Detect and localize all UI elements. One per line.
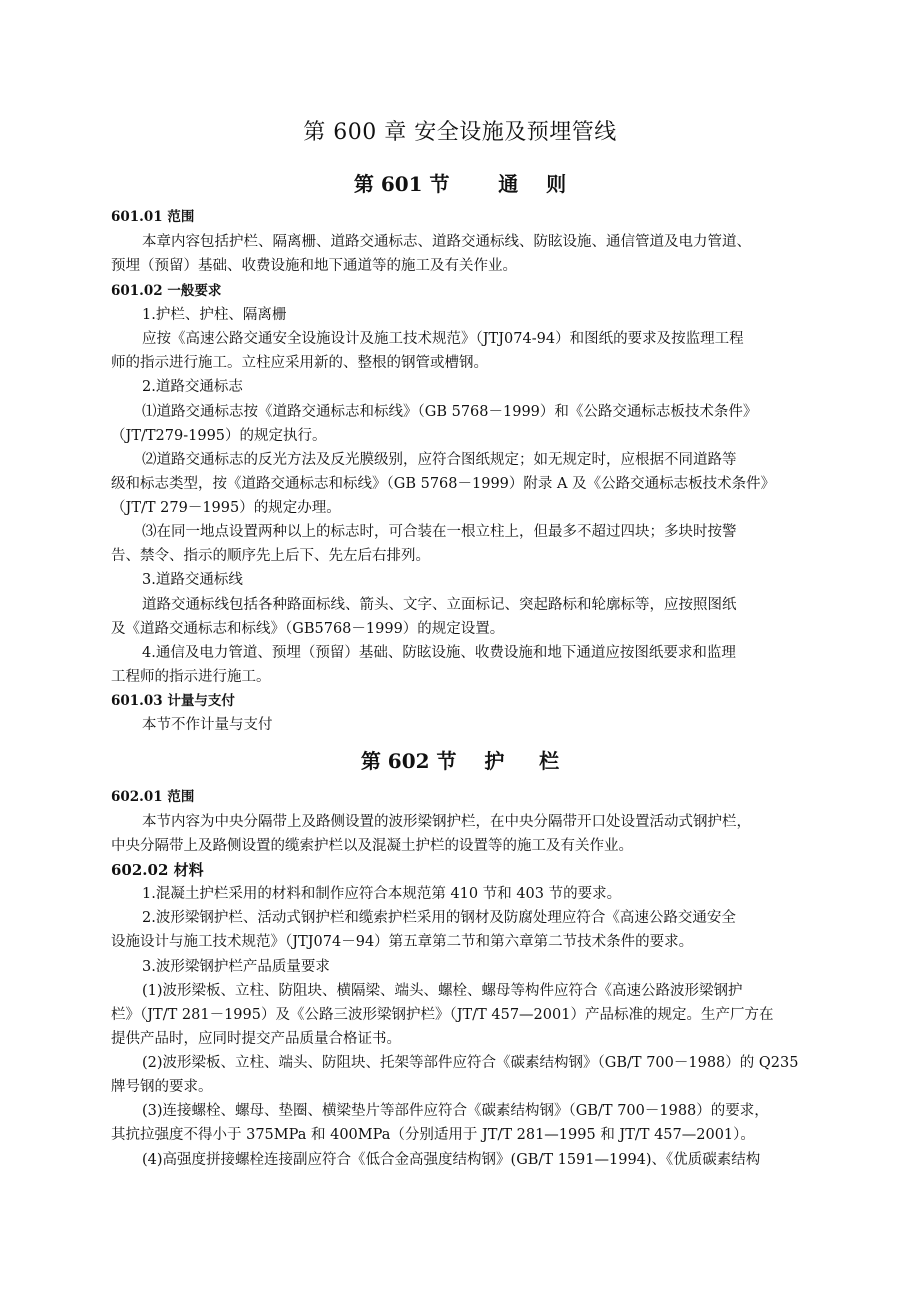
paragraph-line: 设施设计与施工技术规范》（JTJ074－94）第五章第二节和第六章第二节技术条件的要求。 xyxy=(111,934,694,950)
paragraph-line: 栏》（JT/T 281－1995）及《公路三波形梁钢护栏》（JT/T 457—2001）产品标准的规定。生产厂方在 xyxy=(111,1007,774,1023)
paragraph-line: 1.混凝土护栏采用的材料和制作应符合本规范第 410 节和 403 节的要求。 xyxy=(142,886,622,902)
chapter-title: 第 600 章 安全设施及预埋管线 xyxy=(303,120,617,145)
paragraph-line: 工程师的指示进行施工。 xyxy=(111,669,271,685)
section-601-title: 第 601 节 通 则 xyxy=(353,172,567,196)
paragraph-line: 本节不作计量与支付 xyxy=(142,717,273,733)
paragraph-line: ⑶在同一地点设置两种以上的标志时，可合装在一根立柱上，但最多不超过四块；多块时按警 xyxy=(142,524,737,540)
item-2-title: 2.道路交通标志 xyxy=(142,379,243,395)
paragraph-line: (1)波形梁板、立柱、防阻块、横隔梁、端头、螺栓、螺母等构件应符合《高速公路波形梁钢护 xyxy=(142,983,743,999)
paragraph-line: 牌号钢的要求。 xyxy=(111,1079,213,1095)
item-3-title: 3.波形梁钢护栏产品质量要求 xyxy=(142,959,330,975)
paragraph-line: (4)高强度拼接螺栓连接副应符合《低合金高强度结构钢》(GB/T 1591—1994)、《优质碳素结构 xyxy=(142,1152,761,1168)
paragraph-line: 提供产品时，应同时提交产品质量合格证书。 xyxy=(111,1031,401,1047)
paragraph-line: 级和标志类型，按《道路交通标志和标线》（GB 5768－1999）附录 A 及《公路交通标志板技术条件》 xyxy=(111,476,776,492)
item-1-title: 1.护栏、护柱、隔离栅 xyxy=(142,307,287,323)
paragraph-line: (2)波形梁板、立柱、端头、防阻块、托架等部件应符合《碳素结构钢》（GB/T 700－1988）的 Q235 xyxy=(142,1055,799,1071)
paragraph-line: 本章内容包括护栏、隔离栅、道路交通标志、道路交通标线、防眩设施、通信管道及电力管道、 xyxy=(142,234,751,250)
paragraph-line: （JT/T 279－1995）的规定办理。 xyxy=(111,500,341,516)
paragraph-line: （JT/T279-1995）的规定执行。 xyxy=(111,428,327,444)
section-602-title: 第 602 节 护 栏 xyxy=(360,749,560,773)
heading-601-01: 601.01 范围 xyxy=(111,209,195,225)
paragraph-line: 其抗拉强度不得小于 375MPa 和 400MPa（分别适用于 JT/T 281—1995 和 JT/T 457—2001）。 xyxy=(111,1127,755,1143)
paragraph-line: 4.通信及电力管道、预埋（预留）基础、防眩设施、收费设施和地下通道应按图纸要求和监理 xyxy=(142,645,736,661)
heading-601-02: 601.02 一般要求 xyxy=(111,283,222,299)
paragraph-line: 道路交通标线包括各种路面标线、箭头、文字、立面标记、突起路标和轮廓标等，应按照图纸 xyxy=(142,597,737,613)
paragraph-line: 本节内容为中央分隔带上及路侧设置的波形梁钢护栏，在中央分隔带开口处设置活动式钢护栏， xyxy=(142,814,751,830)
heading-601-03: 601.03 计量与支付 xyxy=(111,693,235,709)
paragraph-line: 应按《高速公路交通安全设施设计及施工技术规范》（JTJ074-94）和图纸的要求及按监理工程 xyxy=(142,331,744,347)
heading-602-02: 602.02 材料 xyxy=(111,861,204,879)
heading-602-01: 602.01 范围 xyxy=(111,789,195,805)
paragraph-line: 预埋（预留）基础、收费设施和地下通道等的施工及有关作业。 xyxy=(111,258,517,274)
paragraph-line: 中央分隔带上及路侧设置的缆索护栏以及混凝土护栏的设置等的施工及有关作业。 xyxy=(111,838,633,854)
paragraph-line: ⑴道路交通标志按《道路交通标志和标线》（GB 5768－1999）和《公路交通标志板技术条件》 xyxy=(142,404,758,420)
paragraph-line: 师的指示进行施工。立柱应采用新的、整根的钢管或槽钢。 xyxy=(111,355,488,371)
paragraph-line: ⑵道路交通标志的反光方法及反光膜级别，应符合图纸规定；如无规定时，应根据不同道路等 xyxy=(142,452,737,468)
paragraph-line: (3)连接螺栓、螺母、垫圈、横梁垫片等部件应符合《碳素结构钢》（GB/T 700－1988）的要求， xyxy=(142,1103,769,1119)
item-3-title: 3.道路交通标线 xyxy=(142,572,243,588)
paragraph-line: 及《道路交通标志和标线》（GB5768－1999）的规定设置。 xyxy=(111,621,505,637)
paragraph-line: 2.波形梁钢护栏、活动式钢护栏和缆索护栏采用的钢材及防腐处理应符合《高速公路交通安全 xyxy=(142,910,736,926)
paragraph-line: 告、禁令、指示的顺序先上后下、先左后右排列。 xyxy=(111,548,430,564)
